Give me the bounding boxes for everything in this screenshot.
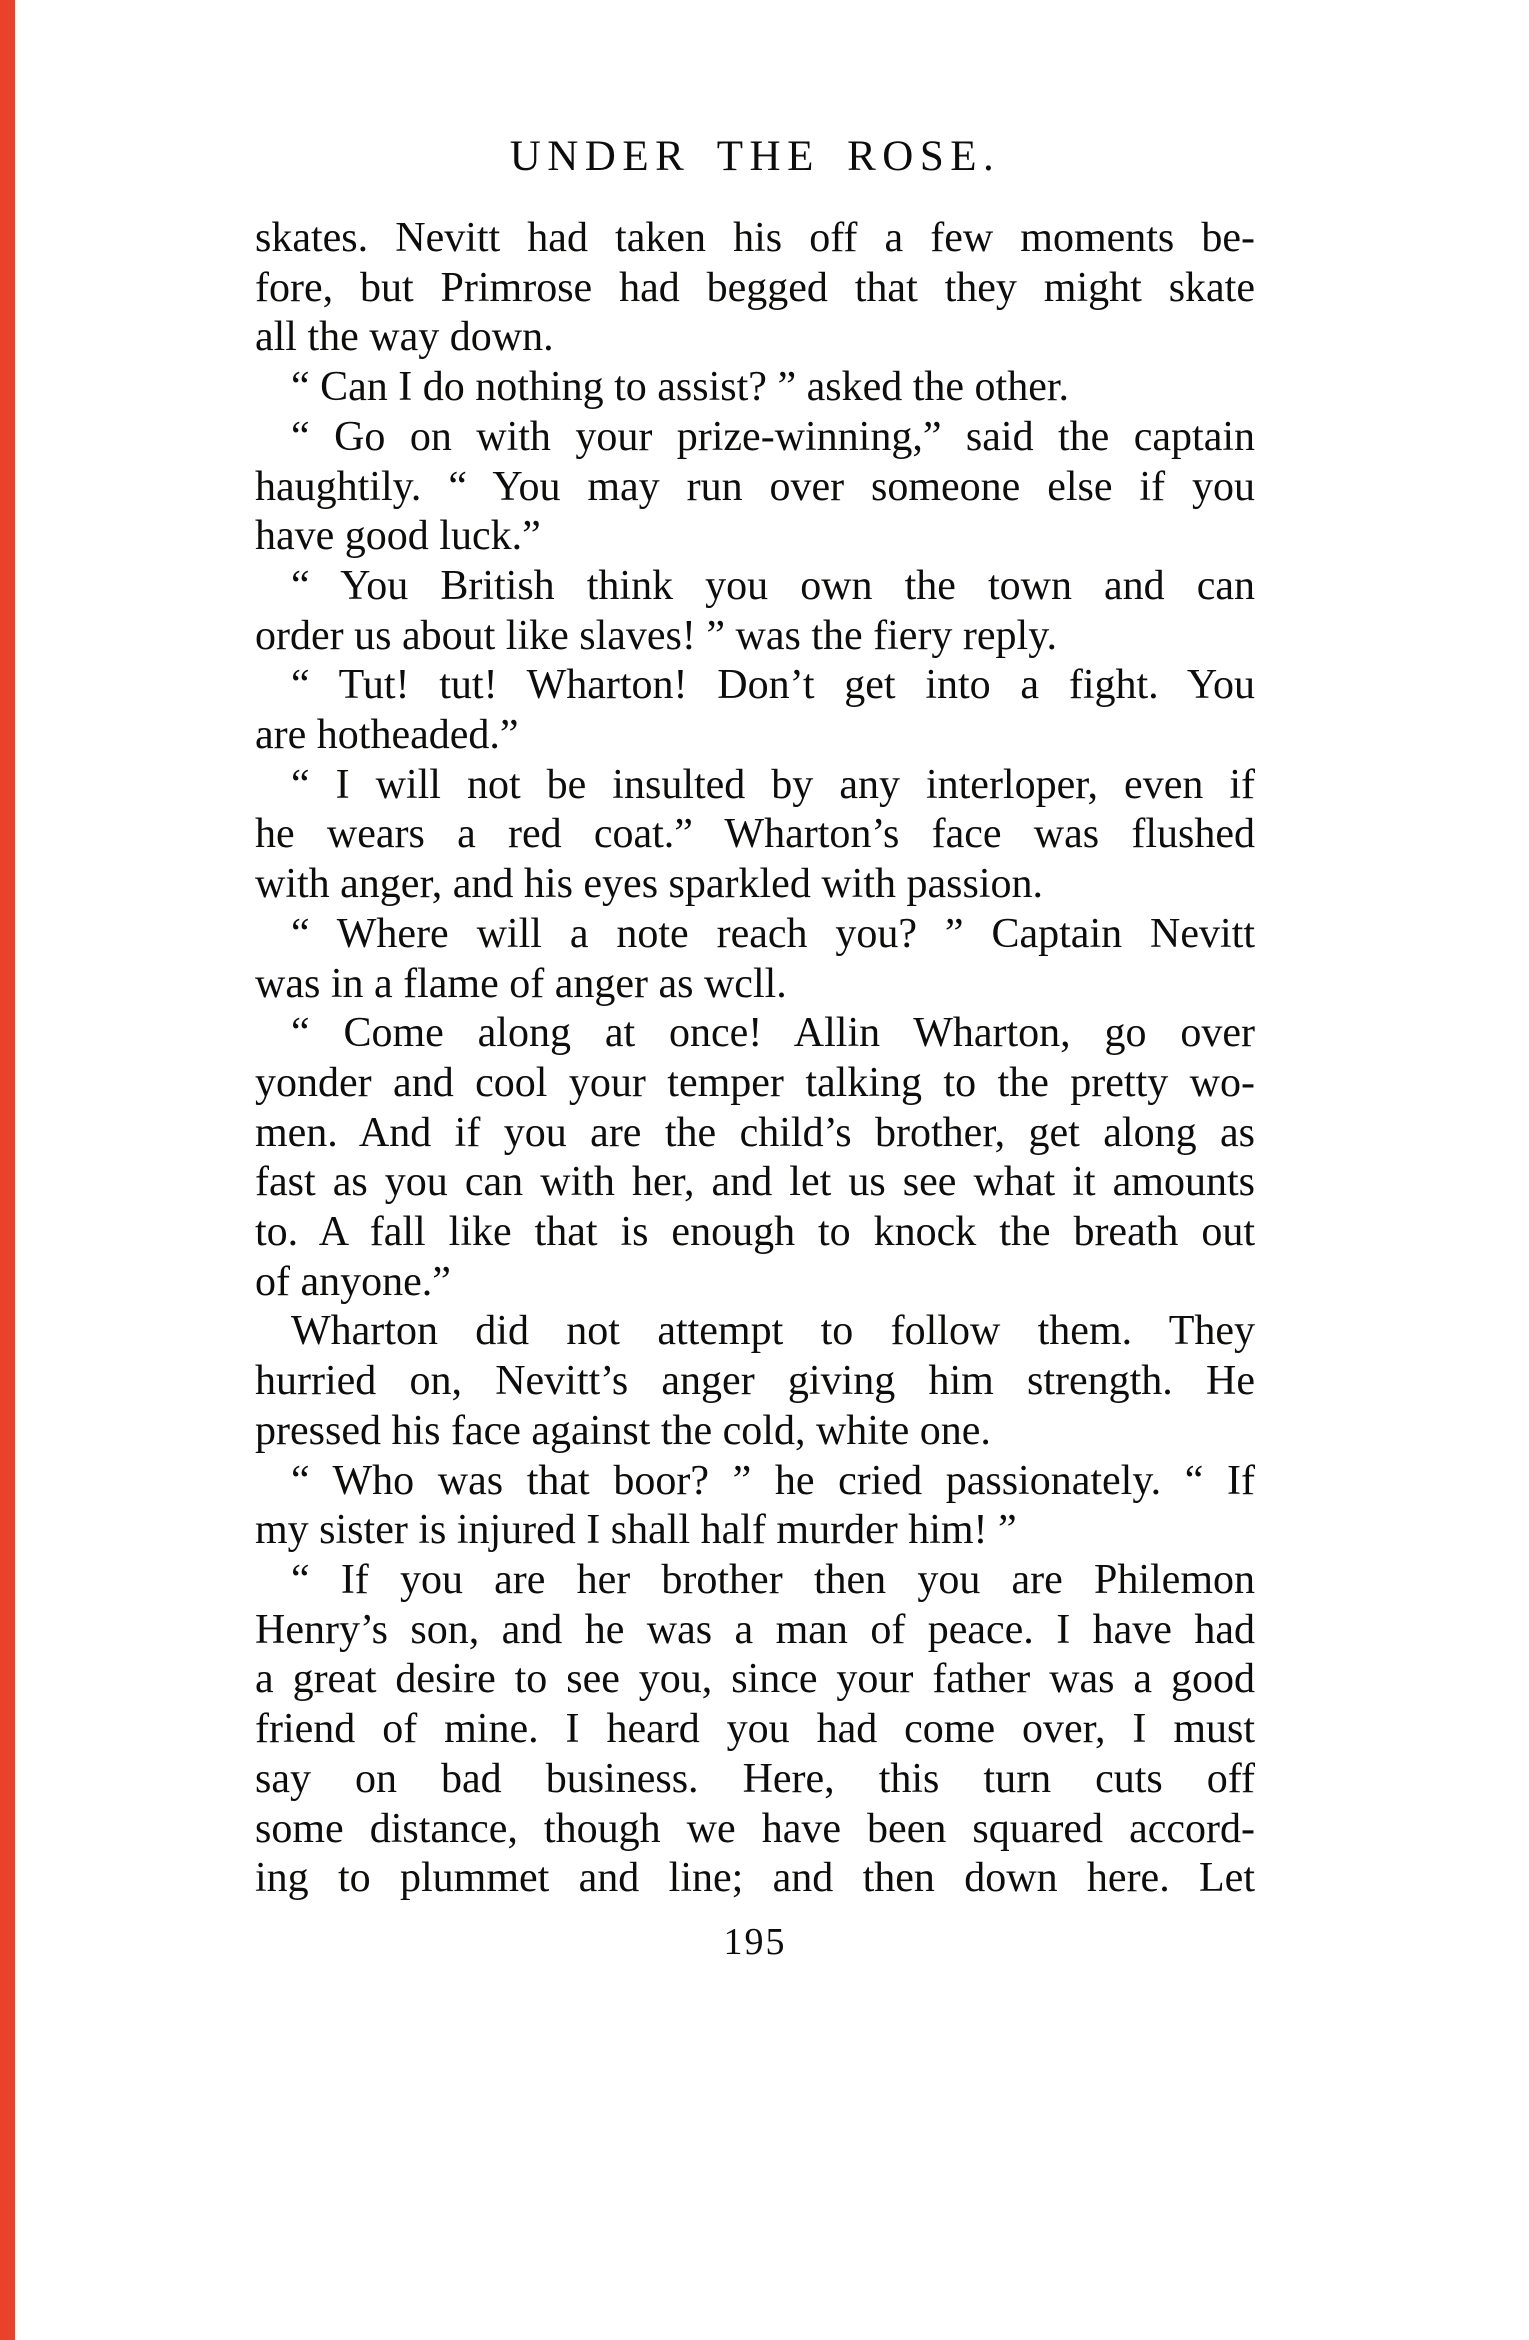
text-line: a great desire to see you, since your father was a good <box>255 1656 1255 1703</box>
text-line: with anger, and his eyes sparkled with passion. <box>255 861 1043 908</box>
text-line: men. And if you are the child’s brother, get along as <box>255 1109 1255 1156</box>
text-line: say on bad business. Here, this turn cuts off <box>255 1755 1255 1802</box>
text-line: order us about like slaves! ” was the fiery reply. <box>255 612 1057 659</box>
text-line: have good luck.” <box>255 513 541 560</box>
text-line: fast as you can with her, and let us see what it amounts <box>255 1159 1255 1206</box>
text-line: ing to plummet and line; and then down here. Let <box>255 1855 1255 1902</box>
text-line: Wharton did not attempt to follow them. They <box>291 1308 1255 1355</box>
text-line: “ You British think you own the town and can <box>291 562 1255 609</box>
text-line: “ Who was that boor? ” he cried passionately. “ If <box>291 1457 1255 1504</box>
text-line: fore, but Primrose had begged that they might skate <box>255 264 1255 311</box>
page-text-block <box>255 214 1255 1904</box>
text-line: yonder and cool your temper talking to the pretty wo- <box>255 1059 1255 1106</box>
running-header: UNDER THE ROSE. <box>509 133 1001 180</box>
text-line: “ Tut! tut! Wharton! Don’t get into a fight. You <box>291 662 1255 709</box>
text-line: “ Come along at once! Allin Wharton, go over <box>291 1010 1255 1057</box>
text-line: some distance, though we have been squared accord- <box>255 1805 1255 1852</box>
text-line: are hotheaded.” <box>255 712 519 759</box>
text-line: my sister is injured I shall half murder him! ” <box>255 1507 1017 1554</box>
text-line: “ I will not be insulted by any interloper, even if <box>291 761 1255 808</box>
text-line: “ Where will a note reach you? ” Captain Nevitt <box>291 910 1255 957</box>
text-line: “ If you are her brother then you are Philemon <box>291 1556 1255 1603</box>
text-line: Henry’s son, and he was a man of peace. I have had <box>255 1606 1255 1653</box>
text-line: was in a flame of anger as wcll. <box>255 960 787 1007</box>
text-line: haughtily. “ You may run over someone else if you <box>255 463 1255 510</box>
text-line: of anyone.” <box>255 1258 451 1305</box>
text-line: to. A fall like that is enough to knock the breath out <box>255 1209 1255 1256</box>
text-line: pressed his face against the cold, white one. <box>255 1407 991 1454</box>
text-line: all the way down. <box>255 314 554 361</box>
text-line: skates. Nevitt had taken his off a few moments be- <box>255 215 1255 261</box>
text-line: “ Can I do nothing to assist? ” asked the other. <box>291 364 1070 411</box>
text-line: he wears a red coat.” Wharton’s face was flushed <box>255 811 1255 858</box>
text-line: friend of mine. I heard you had come over, I must <box>255 1706 1255 1753</box>
text-line: hurried on, Nevitt’s anger giving him strength. He <box>255 1358 1255 1405</box>
text-line: “ Go on with your prize-winning,” said the captain <box>291 413 1255 460</box>
page-edge-red-stripe <box>0 0 15 2340</box>
page-number: 195 <box>723 1921 787 1963</box>
